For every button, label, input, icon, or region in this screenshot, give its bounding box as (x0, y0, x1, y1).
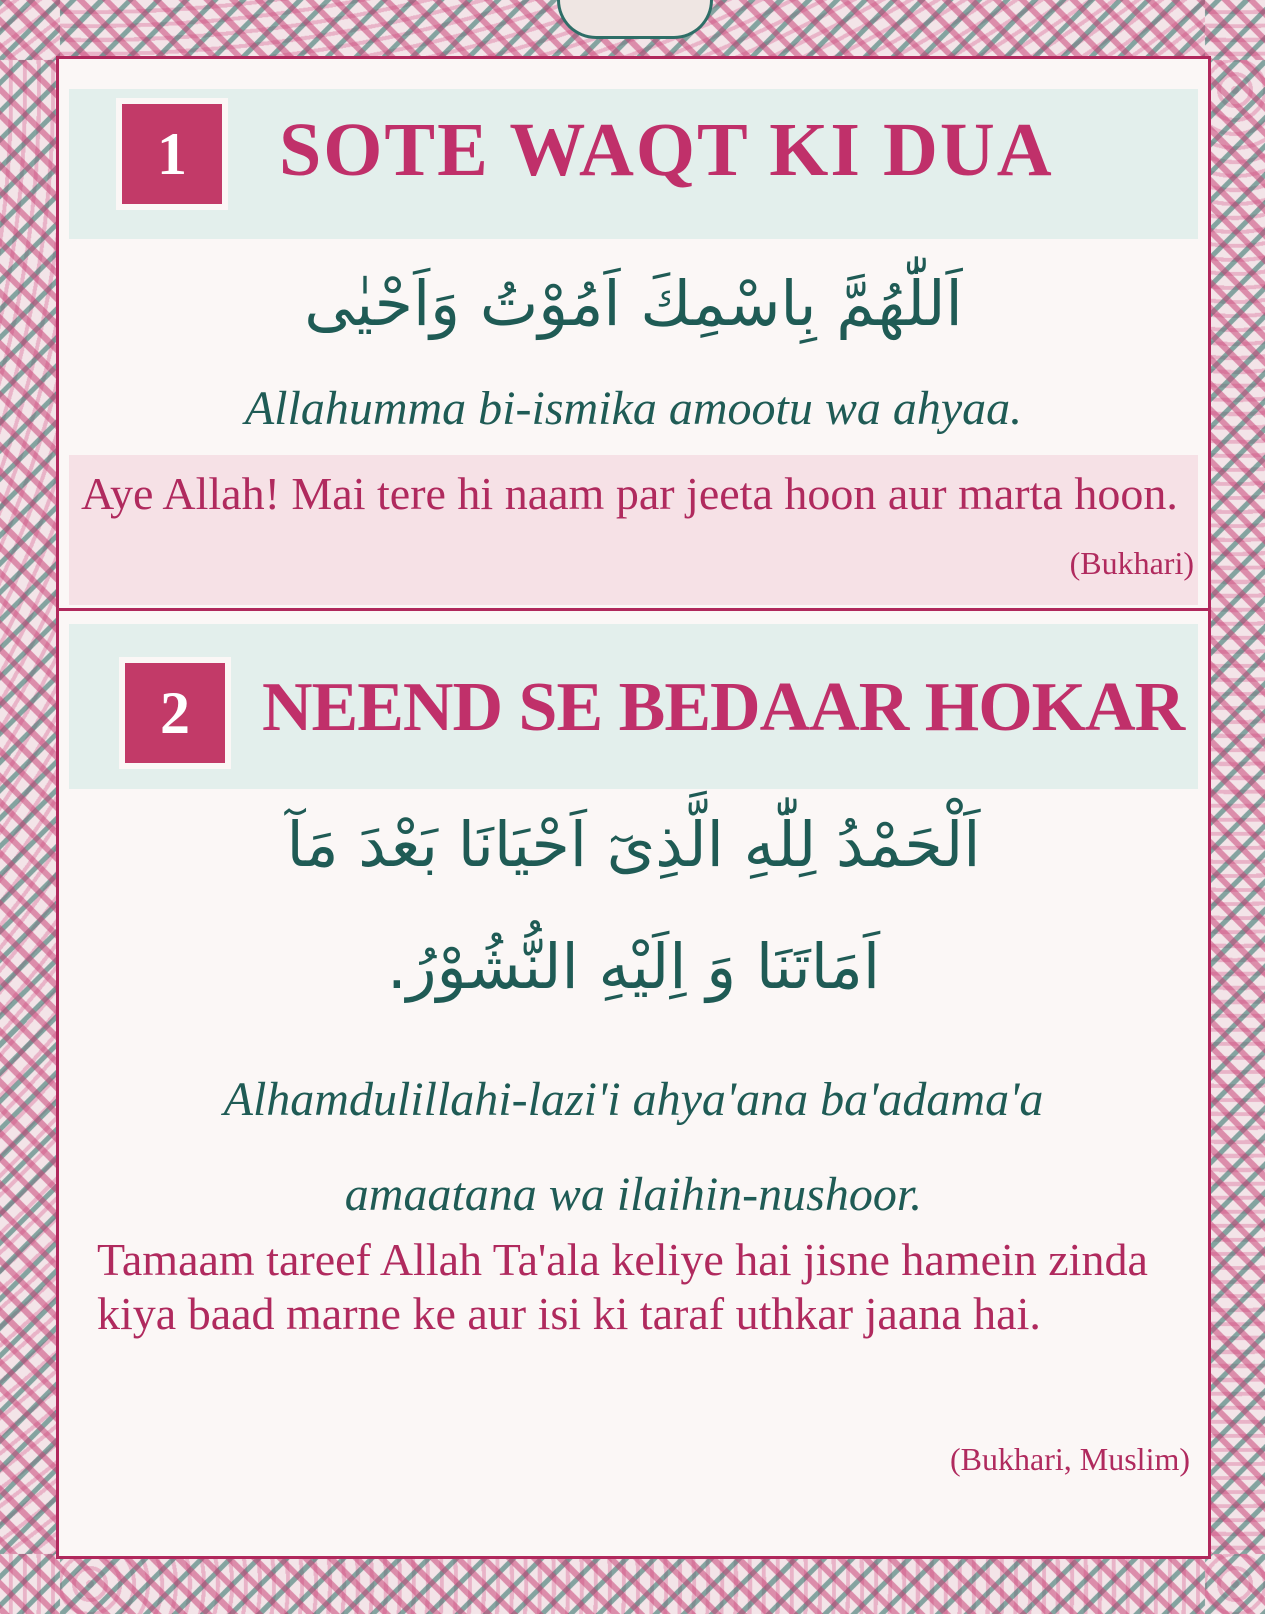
source-reference: (Bukhari) (1069, 545, 1194, 581)
section-number-badge: 1 (116, 98, 228, 210)
arabic-text-line-1: اَلْحَمْدُ لِلّٰهِ الَّذِىٓ اَحْيَانَا بَعْدَ مَآ (286, 808, 981, 881)
transliteration-line-2: amaatana wa ilaihin-nushoor. (344, 1168, 923, 1221)
transliteration-line-1: Alhamdulillahi-lazi'i ahya'ana ba'adama'a (223, 1073, 1044, 1126)
section-title: NEEND SE BEDAAR HOKAR (262, 669, 1185, 746)
section-title: SOTE WAQT KI DUA (279, 108, 1054, 192)
transliteration-text: Allahumma bi-ismika amootu wa ahyaa. (244, 382, 1023, 435)
section-divider (59, 608, 1208, 611)
meaning-text: Aye Allah! Mai tere hi naam par jeeta hoon aur marta hoon. (81, 468, 1178, 519)
dua-section-1 (59, 59, 1208, 609)
section-number-badge: 2 (119, 657, 231, 769)
meaning-text: Tamaam tareef Allah Ta'ala keliye hai jisne hamein zinda kiya baad marne ke aur isi ki taraf uthkar jaana hai. (97, 1234, 1148, 1339)
border-medallion (557, 0, 713, 39)
source-reference: (Bukhari, Muslim) (950, 1441, 1190, 1477)
arabic-text: اَللّٰهُمَّ بِاسْمِكَ اَمُوْتُ وَاَحْيٰى (304, 267, 963, 340)
dua-section-2 (59, 612, 1208, 1556)
arabic-text-line-2: اَمَاتَنَا وَ اِلَيْهِ النُّشُوْرُ. (386, 930, 881, 1003)
